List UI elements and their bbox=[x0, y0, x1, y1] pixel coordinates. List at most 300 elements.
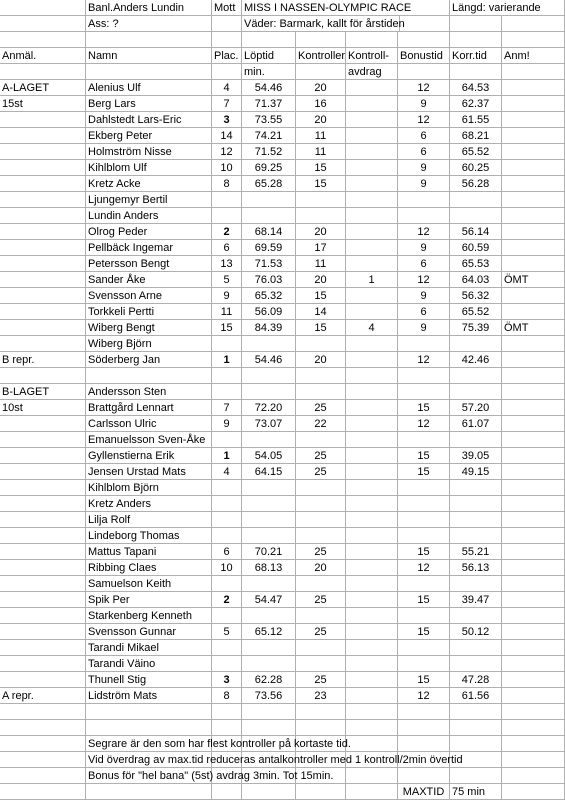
run-time-cell[interactable] bbox=[242, 336, 296, 352]
remark-cell[interactable] bbox=[502, 256, 565, 272]
empty-cell[interactable] bbox=[296, 32, 346, 48]
column-subheader-min[interactable]: min. bbox=[242, 64, 296, 80]
empty-cell[interactable] bbox=[0, 752, 86, 768]
corrected-time-cell[interactable]: 55.21 bbox=[450, 544, 502, 560]
empty-cell[interactable] bbox=[346, 368, 398, 384]
placement-cell[interactable] bbox=[212, 384, 242, 400]
empty-cell[interactable] bbox=[450, 768, 502, 784]
corrected-time-cell[interactable]: 61.07 bbox=[450, 416, 502, 432]
group-label-cell[interactable] bbox=[0, 256, 86, 272]
empty-cell[interactable] bbox=[212, 720, 242, 736]
placement-cell[interactable] bbox=[212, 336, 242, 352]
run-time-cell[interactable] bbox=[242, 192, 296, 208]
name-cell[interactable]: Jensen Urstad Mats bbox=[86, 464, 212, 480]
run-time-cell[interactable] bbox=[242, 640, 296, 656]
control-deduction-cell[interactable] bbox=[346, 480, 398, 496]
run-time-cell[interactable]: 64.15 bbox=[242, 464, 296, 480]
control-deduction-cell[interactable] bbox=[346, 432, 398, 448]
weather-cell[interactable]: Väder: Barmark, kallt för årstiden bbox=[244, 18, 405, 30]
controls-cell[interactable] bbox=[296, 496, 346, 512]
control-deduction-cell[interactable] bbox=[346, 384, 398, 400]
controls-cell[interactable] bbox=[296, 336, 346, 352]
remark-cell[interactable] bbox=[502, 96, 565, 112]
empty-cell[interactable] bbox=[398, 768, 450, 784]
group-label-cell[interactable] bbox=[0, 320, 86, 336]
corrected-time-cell[interactable]: 56.13 bbox=[450, 560, 502, 576]
corrected-time-cell[interactable] bbox=[450, 656, 502, 672]
remark-cell[interactable] bbox=[502, 608, 565, 624]
control-deduction-cell[interactable] bbox=[346, 288, 398, 304]
bonus-time-cell[interactable]: 6 bbox=[398, 144, 450, 160]
placement-cell[interactable]: 2 bbox=[212, 224, 242, 240]
empty-cell[interactable] bbox=[0, 784, 86, 800]
name-cell[interactable]: Lindeborg Thomas bbox=[86, 528, 212, 544]
corrected-time-cell[interactable]: 56.32 bbox=[450, 288, 502, 304]
control-deduction-cell[interactable] bbox=[346, 608, 398, 624]
corrected-time-cell[interactable]: 65.53 bbox=[450, 256, 502, 272]
placement-cell[interactable]: 6 bbox=[212, 240, 242, 256]
run-time-cell[interactable] bbox=[242, 576, 296, 592]
group-label-cell[interactable] bbox=[0, 480, 86, 496]
bonus-time-cell[interactable]: 12 bbox=[398, 688, 450, 704]
name-cell[interactable]: Kihlblom Ulf bbox=[86, 160, 212, 176]
controls-cell[interactable]: 11 bbox=[296, 128, 346, 144]
placement-cell[interactable]: 5 bbox=[212, 624, 242, 640]
run-time-cell[interactable]: 69.59 bbox=[242, 240, 296, 256]
run-time-cell[interactable]: 72.20 bbox=[242, 400, 296, 416]
bonus-time-cell[interactable]: 9 bbox=[398, 160, 450, 176]
name-cell[interactable]: Torkkeli Pertti bbox=[86, 304, 212, 320]
bonus-time-cell[interactable] bbox=[398, 576, 450, 592]
name-cell[interactable]: Mattus Tapani bbox=[86, 544, 212, 560]
empty-cell[interactable] bbox=[296, 368, 346, 384]
run-time-cell[interactable]: 62.28 bbox=[242, 672, 296, 688]
empty-cell[interactable] bbox=[502, 736, 565, 752]
run-time-cell[interactable] bbox=[242, 480, 296, 496]
remark-cell[interactable] bbox=[502, 560, 565, 576]
name-cell[interactable]: Svensson Arne bbox=[86, 288, 212, 304]
remark-cell[interactable] bbox=[502, 304, 565, 320]
name-cell[interactable]: Alenius Ulf bbox=[86, 80, 212, 96]
control-deduction-cell[interactable] bbox=[346, 112, 398, 128]
group-label-cell[interactable] bbox=[0, 528, 86, 544]
control-deduction-cell[interactable] bbox=[346, 224, 398, 240]
group-label-cell[interactable] bbox=[0, 624, 86, 640]
name-cell[interactable]: Wiberg Bengt bbox=[86, 320, 212, 336]
control-deduction-cell[interactable]: 4 bbox=[346, 320, 398, 336]
controls-cell[interactable] bbox=[296, 528, 346, 544]
empty-cell[interactable] bbox=[398, 64, 450, 80]
empty-cell[interactable] bbox=[242, 784, 296, 800]
placement-cell[interactable]: 4 bbox=[212, 464, 242, 480]
run-time-cell[interactable]: 54.47 bbox=[242, 592, 296, 608]
column-header-plac[interactable]: Plac. bbox=[212, 48, 242, 64]
column-header-namn[interactable]: Namn bbox=[86, 48, 212, 64]
empty-cell[interactable] bbox=[212, 704, 242, 720]
remark-cell[interactable] bbox=[502, 544, 565, 560]
remark-cell[interactable] bbox=[502, 624, 565, 640]
empty-cell[interactable] bbox=[0, 32, 86, 48]
corrected-time-cell[interactable] bbox=[450, 336, 502, 352]
column-header-kontroll-avdrag[interactable]: Kontroll- bbox=[346, 48, 398, 64]
placement-cell[interactable]: 2 bbox=[212, 592, 242, 608]
remark-cell[interactable] bbox=[502, 416, 565, 432]
remark-cell[interactable] bbox=[502, 592, 565, 608]
corrected-time-cell[interactable]: 56.14 bbox=[450, 224, 502, 240]
controls-cell[interactable] bbox=[296, 656, 346, 672]
name-cell[interactable]: Berg Lars bbox=[86, 96, 212, 112]
bonus-time-cell[interactable]: 12 bbox=[398, 272, 450, 288]
control-deduction-cell[interactable] bbox=[346, 208, 398, 224]
bonus-time-cell[interactable] bbox=[398, 192, 450, 208]
empty-cell[interactable] bbox=[450, 64, 502, 80]
group-label-cell[interactable] bbox=[0, 496, 86, 512]
placement-cell[interactable]: 8 bbox=[212, 176, 242, 192]
remark-cell[interactable] bbox=[502, 384, 565, 400]
empty-cell[interactable] bbox=[296, 704, 346, 720]
name-cell[interactable]: Kretz Anders bbox=[86, 496, 212, 512]
bonus-time-cell[interactable]: 15 bbox=[398, 464, 450, 480]
bonus-time-cell[interactable] bbox=[398, 480, 450, 496]
run-time-cell[interactable]: 54.46 bbox=[242, 80, 296, 96]
length-cell[interactable]: Längd: varierande bbox=[450, 0, 565, 16]
group-label-cell[interactable] bbox=[0, 144, 86, 160]
empty-cell[interactable] bbox=[346, 704, 398, 720]
corrected-time-cell[interactable] bbox=[450, 480, 502, 496]
placement-cell[interactable] bbox=[212, 192, 242, 208]
empty-cell[interactable] bbox=[450, 368, 502, 384]
empty-cell[interactable] bbox=[0, 0, 86, 16]
control-deduction-cell[interactable] bbox=[346, 416, 398, 432]
corrected-time-cell[interactable] bbox=[450, 528, 502, 544]
corrected-time-cell[interactable]: 60.59 bbox=[450, 240, 502, 256]
run-time-cell[interactable] bbox=[242, 512, 296, 528]
bonus-time-cell[interactable]: 12 bbox=[398, 560, 450, 576]
remark-cell[interactable] bbox=[502, 336, 565, 352]
corrected-time-cell[interactable] bbox=[450, 640, 502, 656]
controls-cell[interactable] bbox=[296, 640, 346, 656]
group-label-cell[interactable] bbox=[0, 288, 86, 304]
controls-cell[interactable]: 20 bbox=[296, 80, 346, 96]
empty-cell[interactable] bbox=[0, 720, 86, 736]
placement-cell[interactable]: 9 bbox=[212, 416, 242, 432]
column-header-anmal[interactable]: Anmäl. bbox=[0, 48, 86, 64]
controls-cell[interactable]: 25 bbox=[296, 544, 346, 560]
run-time-cell[interactable] bbox=[242, 608, 296, 624]
empty-cell[interactable] bbox=[346, 768, 398, 784]
control-deduction-cell[interactable] bbox=[346, 144, 398, 160]
controls-cell[interactable]: 20 bbox=[296, 224, 346, 240]
group-label-cell[interactable]: B repr. bbox=[0, 352, 86, 368]
corrected-time-cell[interactable] bbox=[450, 512, 502, 528]
placement-cell[interactable] bbox=[212, 608, 242, 624]
controls-cell[interactable]: 25 bbox=[296, 400, 346, 416]
remark-cell[interactable]: ÖMT bbox=[502, 320, 565, 336]
run-time-cell[interactable] bbox=[242, 496, 296, 512]
group-label-cell[interactable] bbox=[0, 272, 86, 288]
control-deduction-cell[interactable] bbox=[346, 448, 398, 464]
corrected-time-cell[interactable] bbox=[450, 576, 502, 592]
run-time-cell[interactable] bbox=[242, 528, 296, 544]
control-deduction-cell[interactable] bbox=[346, 256, 398, 272]
control-deduction-cell[interactable] bbox=[346, 80, 398, 96]
controls-cell[interactable] bbox=[296, 192, 346, 208]
column-header-loptid[interactable]: Löptid bbox=[242, 48, 296, 64]
placement-cell[interactable]: 4 bbox=[212, 80, 242, 96]
empty-cell[interactable] bbox=[242, 32, 296, 48]
empty-cell[interactable] bbox=[450, 704, 502, 720]
control-deduction-cell[interactable] bbox=[346, 160, 398, 176]
empty-cell[interactable] bbox=[502, 368, 565, 384]
empty-cell[interactable] bbox=[212, 16, 242, 32]
empty-cell[interactable] bbox=[86, 32, 212, 48]
name-cell[interactable]: Lilja Rolf bbox=[86, 512, 212, 528]
run-time-cell[interactable]: 68.14 bbox=[242, 224, 296, 240]
empty-cell[interactable] bbox=[398, 16, 450, 32]
group-label-cell[interactable] bbox=[0, 176, 86, 192]
corrected-time-cell[interactable]: 50.12 bbox=[450, 624, 502, 640]
run-time-cell[interactable]: 73.56 bbox=[242, 688, 296, 704]
empty-cell[interactable] bbox=[502, 32, 565, 48]
remark-cell[interactable] bbox=[502, 112, 565, 128]
controls-cell[interactable]: 16 bbox=[296, 96, 346, 112]
name-cell[interactable]: Petersson Bengt bbox=[86, 256, 212, 272]
empty-cell[interactable] bbox=[450, 720, 502, 736]
group-label-cell[interactable] bbox=[0, 512, 86, 528]
group-label-cell[interactable] bbox=[0, 192, 86, 208]
corrected-time-cell[interactable]: 65.52 bbox=[450, 144, 502, 160]
control-deduction-cell[interactable] bbox=[346, 96, 398, 112]
controls-cell[interactable]: 22 bbox=[296, 416, 346, 432]
run-time-cell[interactable]: 71.37 bbox=[242, 96, 296, 112]
controls-cell[interactable] bbox=[296, 432, 346, 448]
column-subheader-avdrag[interactable]: avdrag bbox=[346, 64, 398, 80]
group-label-cell[interactable] bbox=[0, 128, 86, 144]
placement-cell[interactable] bbox=[212, 512, 242, 528]
run-time-cell[interactable]: 65.28 bbox=[242, 176, 296, 192]
column-header-anm[interactable]: Anm! bbox=[502, 48, 565, 64]
remark-cell[interactable] bbox=[502, 432, 565, 448]
placement-cell[interactable] bbox=[212, 576, 242, 592]
bonus-time-cell[interactable] bbox=[398, 608, 450, 624]
control-deduction-cell[interactable] bbox=[346, 528, 398, 544]
corrected-time-cell[interactable]: 62.37 bbox=[450, 96, 502, 112]
run-time-cell[interactable] bbox=[242, 208, 296, 224]
placement-cell[interactable] bbox=[212, 432, 242, 448]
control-deduction-cell[interactable] bbox=[346, 176, 398, 192]
empty-cell[interactable] bbox=[296, 64, 346, 80]
bonus-time-cell[interactable]: 12 bbox=[398, 224, 450, 240]
empty-cell[interactable] bbox=[242, 720, 296, 736]
corrected-time-cell[interactable]: 47.28 bbox=[450, 672, 502, 688]
remark-cell[interactable] bbox=[502, 448, 565, 464]
controls-cell[interactable]: 11 bbox=[296, 144, 346, 160]
controls-cell[interactable]: 20 bbox=[296, 352, 346, 368]
run-time-cell[interactable]: 71.52 bbox=[242, 144, 296, 160]
controls-cell[interactable]: 25 bbox=[296, 624, 346, 640]
remark-cell[interactable] bbox=[502, 224, 565, 240]
empty-cell[interactable] bbox=[398, 704, 450, 720]
remark-cell[interactable] bbox=[502, 192, 565, 208]
corrected-time-cell[interactable] bbox=[450, 432, 502, 448]
controls-cell[interactable]: 25 bbox=[296, 672, 346, 688]
empty-cell[interactable] bbox=[502, 64, 565, 80]
remark-cell[interactable]: ÖMT bbox=[502, 272, 565, 288]
control-deduction-cell[interactable] bbox=[346, 304, 398, 320]
empty-cell[interactable] bbox=[346, 720, 398, 736]
name-cell[interactable]: Söderberg Jan bbox=[86, 352, 212, 368]
group-label-cell[interactable] bbox=[0, 592, 86, 608]
name-cell[interactable]: Pellbäck Ingemar bbox=[86, 240, 212, 256]
controls-cell[interactable]: 15 bbox=[296, 320, 346, 336]
control-deduction-cell[interactable] bbox=[346, 672, 398, 688]
control-deduction-cell[interactable] bbox=[346, 496, 398, 512]
run-time-cell[interactable]: 65.32 bbox=[242, 288, 296, 304]
empty-cell[interactable] bbox=[346, 32, 398, 48]
name-cell[interactable]: Ribbing Claes bbox=[86, 560, 212, 576]
name-cell[interactable]: Tarandi Väino bbox=[86, 656, 212, 672]
placement-cell[interactable]: 9 bbox=[212, 288, 242, 304]
name-cell[interactable]: Spik Per bbox=[86, 592, 212, 608]
placement-cell[interactable]: 5 bbox=[212, 272, 242, 288]
empty-cell[interactable] bbox=[450, 32, 502, 48]
group-label-cell[interactable] bbox=[0, 576, 86, 592]
name-cell[interactable]: Carlsson Ulric bbox=[86, 416, 212, 432]
empty-cell[interactable] bbox=[398, 32, 450, 48]
name-cell[interactable]: Emanuelsson Sven-Åke bbox=[86, 432, 212, 448]
empty-cell[interactable] bbox=[212, 64, 242, 80]
corrected-time-cell[interactable] bbox=[450, 608, 502, 624]
motto-cell[interactable]: Mott bbox=[212, 0, 242, 16]
empty-cell[interactable] bbox=[0, 16, 86, 32]
group-label-cell[interactable] bbox=[0, 304, 86, 320]
control-deduction-cell[interactable] bbox=[346, 240, 398, 256]
corrected-time-cell[interactable]: 61.55 bbox=[450, 112, 502, 128]
control-deduction-cell[interactable] bbox=[346, 656, 398, 672]
group-label-cell[interactable] bbox=[0, 112, 86, 128]
corrected-time-cell[interactable] bbox=[450, 208, 502, 224]
controls-cell[interactable]: 15 bbox=[296, 288, 346, 304]
bonus-time-cell[interactable] bbox=[398, 496, 450, 512]
control-deduction-cell[interactable] bbox=[346, 336, 398, 352]
controls-cell[interactable]: 15 bbox=[296, 160, 346, 176]
group-label-cell[interactable]: B-LAGET bbox=[0, 384, 86, 400]
control-deduction-cell[interactable] bbox=[346, 512, 398, 528]
empty-cell[interactable] bbox=[502, 16, 565, 32]
remark-cell[interactable] bbox=[502, 240, 565, 256]
empty-cell[interactable] bbox=[502, 704, 565, 720]
remark-cell[interactable] bbox=[502, 288, 565, 304]
control-deduction-cell[interactable] bbox=[346, 624, 398, 640]
controls-cell[interactable]: 23 bbox=[296, 688, 346, 704]
bonus-time-cell[interactable]: 12 bbox=[398, 80, 450, 96]
run-time-cell[interactable]: 54.05 bbox=[242, 448, 296, 464]
group-label-cell[interactable] bbox=[0, 464, 86, 480]
placement-cell[interactable]: 1 bbox=[212, 352, 242, 368]
empty-cell[interactable] bbox=[86, 368, 212, 384]
controls-cell[interactable] bbox=[296, 384, 346, 400]
corrected-time-cell[interactable]: 68.21 bbox=[450, 128, 502, 144]
remark-cell[interactable] bbox=[502, 496, 565, 512]
run-time-cell[interactable]: 74.21 bbox=[242, 128, 296, 144]
corrected-time-cell[interactable]: 56.28 bbox=[450, 176, 502, 192]
run-time-cell[interactable]: 70.21 bbox=[242, 544, 296, 560]
placement-cell[interactable]: 11 bbox=[212, 304, 242, 320]
race-title-cell[interactable]: MISS I NASSEN-OLYMPIC RACE bbox=[242, 0, 450, 16]
corrected-time-cell[interactable]: 64.03 bbox=[450, 272, 502, 288]
empty-cell[interactable] bbox=[502, 720, 565, 736]
control-deduction-cell[interactable] bbox=[346, 192, 398, 208]
empty-cell[interactable] bbox=[86, 64, 212, 80]
empty-cell[interactable] bbox=[502, 752, 565, 768]
run-time-cell[interactable] bbox=[242, 432, 296, 448]
group-label-cell[interactable] bbox=[0, 656, 86, 672]
control-deduction-cell[interactable] bbox=[346, 576, 398, 592]
empty-cell[interactable] bbox=[296, 720, 346, 736]
placement-cell[interactable]: 12 bbox=[212, 144, 242, 160]
remark-cell[interactable] bbox=[502, 576, 565, 592]
placement-cell[interactable]: 10 bbox=[212, 160, 242, 176]
name-cell[interactable]: Svensson Gunnar bbox=[86, 624, 212, 640]
bonus-time-cell[interactable]: 15 bbox=[398, 672, 450, 688]
corrected-time-cell[interactable]: 60.25 bbox=[450, 160, 502, 176]
control-deduction-cell[interactable] bbox=[346, 464, 398, 480]
bonus-time-cell[interactable]: 6 bbox=[398, 128, 450, 144]
remark-cell[interactable] bbox=[502, 640, 565, 656]
empty-cell[interactable] bbox=[212, 784, 242, 800]
placement-cell[interactable]: 6 bbox=[212, 544, 242, 560]
placement-cell[interactable] bbox=[212, 480, 242, 496]
empty-cell[interactable] bbox=[0, 736, 86, 752]
remark-cell[interactable] bbox=[502, 128, 565, 144]
group-label-cell[interactable] bbox=[0, 416, 86, 432]
bonus-time-cell[interactable]: 9 bbox=[398, 96, 450, 112]
empty-cell[interactable] bbox=[450, 736, 502, 752]
controls-cell[interactable]: 14 bbox=[296, 304, 346, 320]
empty-cell[interactable] bbox=[398, 368, 450, 384]
bonus-time-cell[interactable]: 15 bbox=[398, 592, 450, 608]
empty-cell[interactable] bbox=[502, 784, 565, 800]
bonus-time-cell[interactable]: 12 bbox=[398, 352, 450, 368]
name-cell[interactable]: Brattgård Lennart bbox=[86, 400, 212, 416]
placement-cell[interactable]: 7 bbox=[212, 96, 242, 112]
empty-cell[interactable] bbox=[346, 784, 398, 800]
name-cell[interactable]: Thunell Stig bbox=[86, 672, 212, 688]
controls-cell[interactable]: 25 bbox=[296, 592, 346, 608]
control-deduction-cell[interactable] bbox=[346, 352, 398, 368]
bonus-time-cell[interactable] bbox=[398, 432, 450, 448]
remark-cell[interactable] bbox=[502, 176, 565, 192]
empty-cell[interactable] bbox=[0, 368, 86, 384]
control-deduction-cell[interactable]: 1 bbox=[346, 272, 398, 288]
empty-cell[interactable] bbox=[0, 64, 86, 80]
controls-cell[interactable]: 20 bbox=[296, 112, 346, 128]
name-cell[interactable]: Ekberg Peter bbox=[86, 128, 212, 144]
bonus-time-cell[interactable]: 6 bbox=[398, 304, 450, 320]
name-cell[interactable]: Gyllenstierna Erik bbox=[86, 448, 212, 464]
empty-cell[interactable] bbox=[86, 720, 212, 736]
maxtid-value-cell[interactable]: 75 min bbox=[450, 784, 502, 800]
remark-cell[interactable] bbox=[502, 672, 565, 688]
name-cell[interactable]: Tarandi Mikael bbox=[86, 640, 212, 656]
empty-cell[interactable] bbox=[0, 768, 86, 784]
remark-cell[interactable] bbox=[502, 464, 565, 480]
empty-cell[interactable] bbox=[242, 368, 296, 384]
corrected-time-cell[interactable]: 39.05 bbox=[450, 448, 502, 464]
empty-cell[interactable] bbox=[0, 704, 86, 720]
empty-cell[interactable] bbox=[502, 768, 565, 784]
group-label-cell[interactable] bbox=[0, 208, 86, 224]
